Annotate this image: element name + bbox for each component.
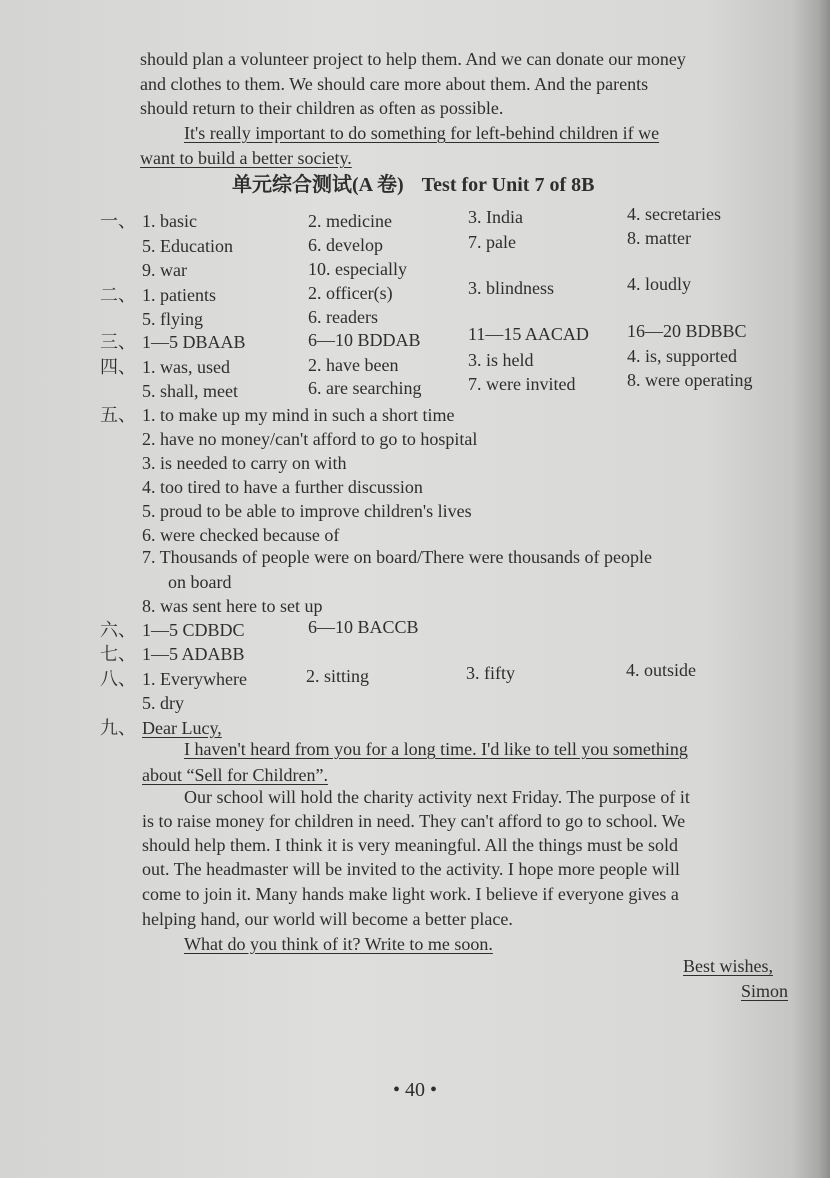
letter-line: What do you think of it? Write to me soon. [184,934,493,954]
answer: 5. Education [142,236,233,256]
letter-line: out. The headmaster will be invited to the activity. I hope more people will [142,859,680,879]
answer: 6. develop [308,235,383,255]
letter-line: should help them. I think it is very meaningful. All the things must be sold [142,835,678,855]
answer: 2. officer(s) [308,283,393,303]
answer: 4. too tired to have a further discussion [142,477,423,497]
answer: 8. matter [627,228,691,248]
section-label: 五、 [100,405,136,425]
answer: 8. was sent here to set up [142,596,323,616]
section-label: 七、 [100,644,136,664]
answer: 8. were operating [627,370,753,390]
section-label: 一、 [100,211,136,231]
answer: 6—10 BDDAB [308,330,421,350]
text-line: should plan a volunteer project to help them. And we can donate our money [140,49,686,69]
letter-greeting: Dear Lucy, [142,718,222,738]
page-edge-shadow [792,0,830,1178]
answer: 1. to make up my mind in such a short time [142,405,455,425]
answer: 1—5 DBAAB [142,332,246,352]
letter-signature: Simon [741,981,789,1001]
section-title [232,168,594,197]
answer: 16—20 BDBBC [627,321,747,341]
answer: 7. were invited [468,374,576,394]
answer: 4. is, supported [627,346,737,366]
answer: 7. pale [468,232,516,252]
answer: 5. dry [142,693,184,713]
answer: 5. shall, meet [142,381,238,401]
section-label: 四、 [100,357,136,377]
answer: 1. was, used [142,357,230,377]
letter-closing: Best wishes, [683,956,773,976]
letter-line: about “Sell for Children”. [142,765,328,785]
answer: 3. is needed to carry on with [142,453,347,473]
section-label: 三、 [100,332,136,352]
title-chinese: 单元综合测试(A 卷) [232,174,404,196]
answer: 4. outside [626,660,696,680]
page-number: • 40 • [392,1079,437,1101]
answer: 4. loudly [627,274,692,294]
answer: 3. is held [468,350,534,370]
answer: 11—15 AACAD [468,324,589,344]
answer: 1. basic [142,211,197,231]
text-line: It's really important to do something for left-behind children if we [184,123,660,143]
answer: 1. patients [142,285,216,305]
section-label: 六、 [100,620,136,640]
answer: 3. blindness [468,278,555,298]
answer: 2. have no money/can't afford to go to hospital [142,429,478,449]
letter-line: Our school will hold the charity activity next Friday. The purpose of it [184,787,690,807]
answer: 1—5 CDBDC [142,620,245,640]
answer: 6. were checked because of [142,525,340,545]
answer: 6. are searching [308,378,422,398]
answer: 2. have been [308,355,399,375]
answer: 1. Everywhere [142,669,247,689]
text-line: and clothes to them. We should care more about them. And the parents [140,74,649,94]
answer: 1—5 ADABB [142,644,245,664]
answer: 5. flying [142,309,203,329]
letter-line: come to join it. Many hands make light work. I believe if everyone gives a [142,884,679,904]
letter-line: helping hand, our world will become a better place. [142,909,513,929]
answer: 6—10 BACCB [308,617,419,637]
answer: 2. sitting [306,666,370,686]
answer: 9. war [142,260,187,280]
letter-line: is to raise money for children in need. They can't afford to go to school. We [142,811,686,831]
letter-line: I haven't heard from you for a long time. I'd like to tell you something [184,739,688,759]
text-line: want to build a better society. [140,148,352,168]
answer: 3. India [468,207,523,227]
section-label: 八、 [100,669,136,689]
answer: 2. medicine [308,211,392,231]
section-label: 二、 [100,285,136,305]
answer: 3. fifty [466,663,515,683]
answer: 4. secretaries [627,204,721,224]
answer: 5. proud to be able to improve children's lives [142,501,472,521]
answer: 6. readers [308,307,378,327]
text-line: should return to their children as often as possible. [140,98,504,118]
title-english: Test for Unit 7 of 8B [421,174,595,196]
answer: 10. especially [308,259,407,279]
answer: on board [168,572,232,592]
section-label: 九、 [100,718,136,738]
answer: 7. Thousands of people were on board/There were thousands of people [142,547,653,567]
